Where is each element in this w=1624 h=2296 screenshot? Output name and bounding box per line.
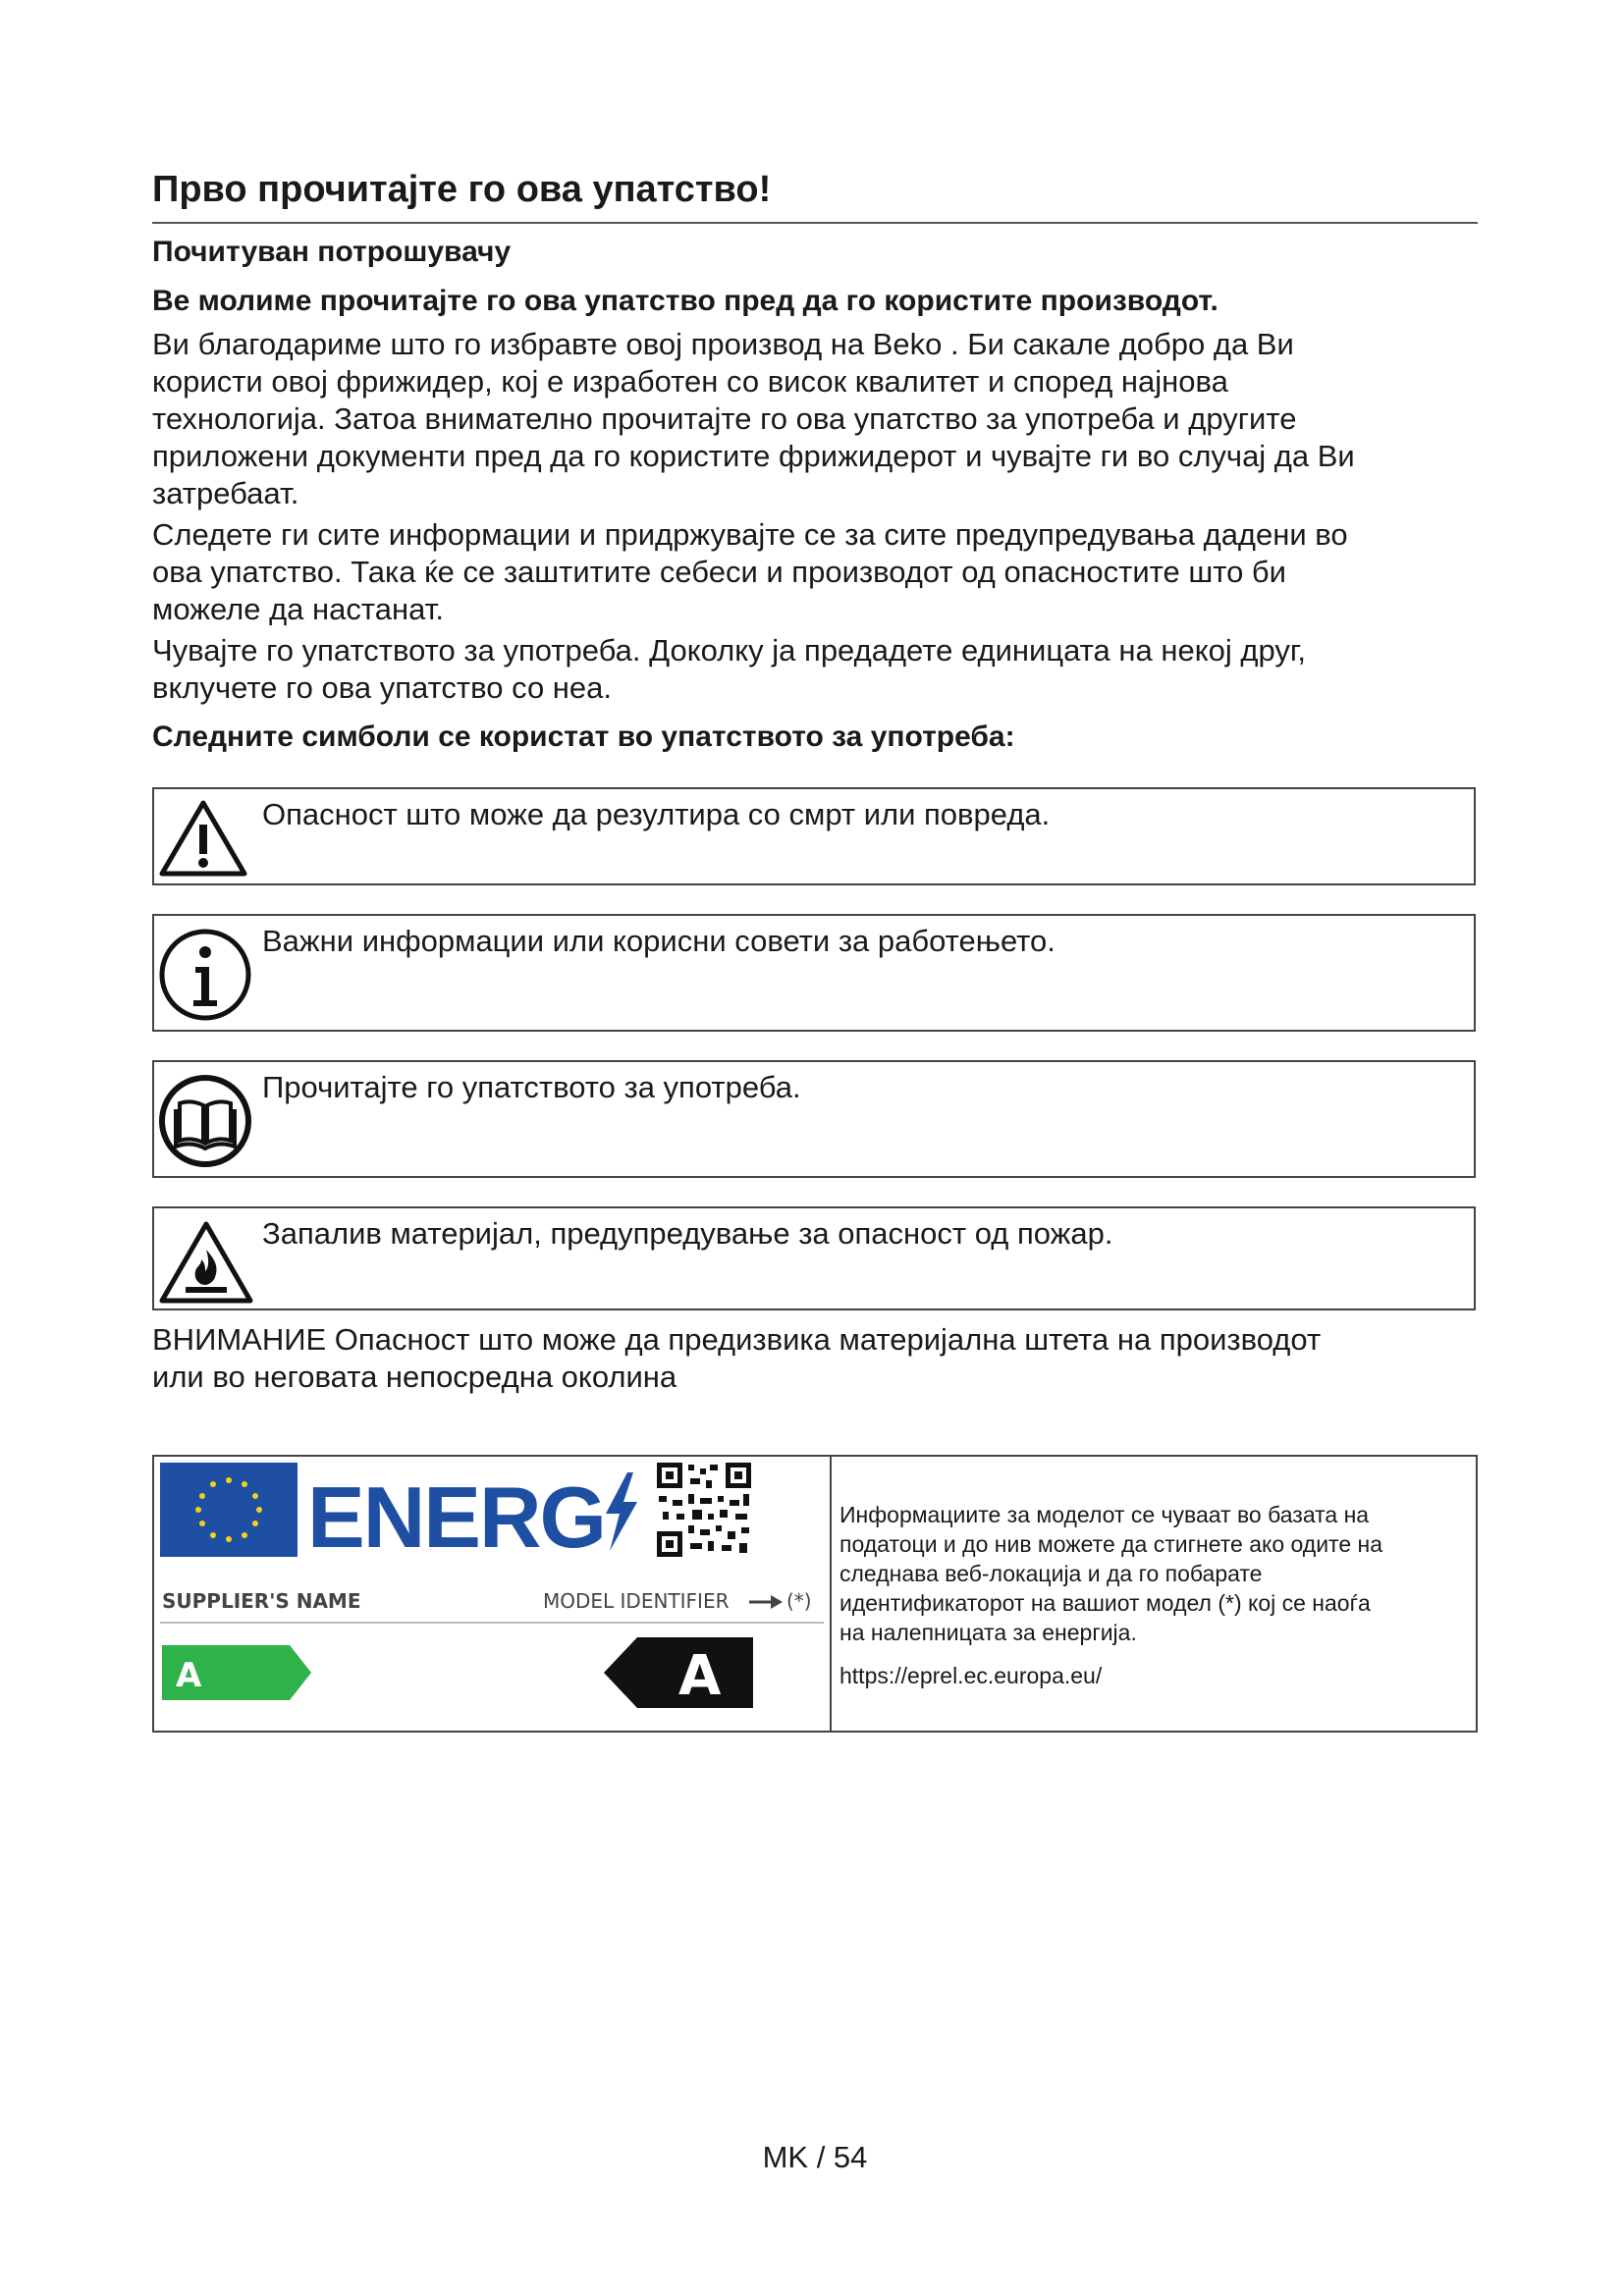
text-line: приложени документи пред да го користите фрижидерот и чувајте ги во случај да Ви xyxy=(152,439,1355,473)
info-circle-icon xyxy=(158,928,252,1022)
energy-label-box xyxy=(152,1455,1478,1733)
text-line: податоци и до нив можете да стигнете ако одите на xyxy=(839,1531,1382,1557)
energy-class-small: A xyxy=(176,1656,202,1695)
text-line: ова упатство. Така ќе се заштитите себеси и производот од опасностите што би xyxy=(152,555,1286,589)
energy-label-graphic xyxy=(154,1457,830,1731)
qr-code-icon xyxy=(657,1463,751,1557)
symbol-row-manual xyxy=(152,1060,1476,1178)
follow-paragraph xyxy=(152,516,1478,628)
text-line: затребаат. xyxy=(152,476,299,510)
energy-info-text xyxy=(839,1500,1468,1647)
symbol-text: Опасност што може да резултира со смрт или повреда. xyxy=(262,797,1051,831)
text-line: Ви благодариме што го избравте овој производ на Beko . Би сакале добро да Ви xyxy=(152,327,1294,361)
text-line: на налепницата за енергија. xyxy=(839,1620,1137,1645)
model-identifier-label: MODEL IDENTIFIER xyxy=(543,1589,730,1613)
text-line: Следете ги сите информации и придржувајте се за сите предупредувања дадени во xyxy=(152,517,1348,552)
text-line: идентификаторот на вашиот модел (*) кој се наоѓа xyxy=(839,1590,1371,1616)
energy-brand-word: ENERG xyxy=(307,1468,605,1566)
symbols-heading: Следните симболи се користат во упатството за употреба: xyxy=(152,721,1015,753)
keep-manual-paragraph xyxy=(152,632,1478,707)
intro-paragraph xyxy=(152,326,1478,512)
greeting-heading: Почитуван потрошувачу xyxy=(152,236,512,268)
flammable-icon xyxy=(158,1220,254,1305)
text-line: користи овој фрижидер, кој е изработен со висок квалитет и според најнова xyxy=(152,364,1228,399)
eu-flag-icon xyxy=(160,1463,298,1557)
symbol-text: Запалив материјал, предупредување за опасност од пожар. xyxy=(262,1216,1113,1251)
energy-info-panel xyxy=(830,1457,1476,1731)
caution-paragraph xyxy=(152,1321,1478,1396)
text-line: Чувајте го упатството за употреба. Доколку ја предадете единицата на некој друг, xyxy=(152,633,1306,667)
energy-class-large: A xyxy=(678,1644,722,1708)
instruction-heading: Ве молиме прочитајте го ова упатство пред да го користите производот. xyxy=(152,285,1218,317)
warning-triangle-icon xyxy=(158,799,248,878)
book-icon xyxy=(158,1074,252,1168)
symbol-row-flammable xyxy=(152,1206,1476,1310)
symbol-text: Прочитајте го упатството за употреба. xyxy=(262,1070,801,1104)
symbol-text: Важни информации или корисни совети за работењето. xyxy=(262,924,1056,958)
page-number: MK / 54 xyxy=(762,2140,868,2174)
text-line: можеле да настанат. xyxy=(152,592,445,626)
text-line: Информациите за моделот се чуваат во базата на xyxy=(839,1502,1370,1527)
text-line: вклучете го ова упатство со неа. xyxy=(152,670,613,705)
text-line: или во неговата непосредна околина xyxy=(152,1360,677,1394)
supplier-name-label: SUPPLIER'S NAME xyxy=(162,1589,361,1613)
page-title: Прво прочитајте го ова упатство! xyxy=(152,169,772,210)
eprel-link[interactable]: https://eprel.ec.europa.eu/ xyxy=(839,1663,1103,1688)
text-line: следнава веб-локација и да го побарате xyxy=(839,1561,1263,1586)
symbol-row-danger xyxy=(152,787,1476,885)
asterisk-label: (*) xyxy=(786,1589,812,1613)
symbol-row-info xyxy=(152,914,1476,1032)
text-line: технологија. Затоа внимателно прочитајте го ова упатство за употреба и другите xyxy=(152,401,1297,436)
title-divider xyxy=(152,222,1478,224)
energy-label-svg xyxy=(154,1457,830,1731)
text-line: ВНИМАНИЕ Опасност што може да предизвика материјална штета на производот xyxy=(152,1322,1322,1357)
